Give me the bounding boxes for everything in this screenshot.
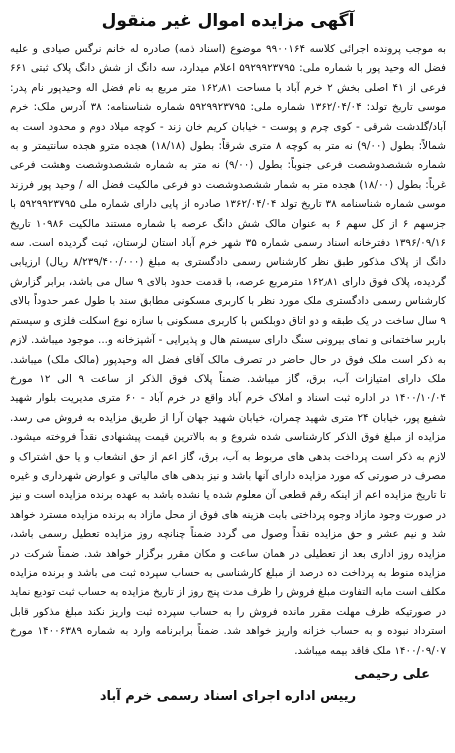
signer-office: رییس اداره اجرای اسناد رسمی خرم آباد [99,689,357,704]
notice-title: آگهی مزایده اموال غیر منقول [101,11,355,31]
signer-name: علی رحیمی [354,667,430,682]
notice-body: به موجب پرونده اجرائی کلاسه ۹۹۰۰۱۶۴ موضوع (اسناد ذمه) صادره له خانم نرگس صیادی و علیه فضل اله وحید پور با شماره ملی: ۵۹۲۹۹۲۳۷۹۵ اعلام میدارد، سه دانگ از شش دانگ پلاک ثبتی ۶۶۱ فرعی از ۴۱ اصلی بخش ۲ خرم آباد با مساحت ۱۶۲٫۸۱ متر مربع به نام فضل اله وحیدپور نام پدر: موسی تاریخ تولد: ۱۳۶۲/۰۴/۰۴ شماره ملی: ۵۹۲۹۹۲۳۷۹۵ شماره شناسنامه: ۳۸ آدرس ملک: خرم آباد/گلدشت شرقی - کوی چرم و پوست - خیابان کریم خان زند - کوچه میلاد دوم و محدود است به شمالاً: بطول (۹/۰۰) نه متر به کوچه ۸ متری شرقاً: بطول (۱۸/۱۸) هجده مترو هجده سانتیمتر و به شماره ششصدوشصت فرعی جنوباً: بطول (۹/۰۰) نه متر به شماره ششصدوشصت وهشت فرعی غرباً: بطول (۱۸/۰۰) هجده متر به شمار ششصدوشصت دو فرعی مالکیت فضل اله / وحید پور فرزند موسی شماره شناسنامه ۳۸ تاریخ تولد ۱۳۶۲/۰۴/۰۴ صادره از پایی دارای شماره ملی ۵۹۲۹۹۲۳۷۹۵ با جزسهم ۶ از کل سهم ۶ به عنوان مالک شش دانگ عرصه با شماره مستند مالکیت ۱۰۹۸۶ تاریخ ۱۳۹۶/۰۹/۱۶ دفترخانه اسناد رسمی شماره ۳۵ شهر خرم آباد استان لرستان، ثبت گردیده است. سه دانگ از پلاک مذکور طبق نظر کارشناس رسمی دادگستری به مبلغ (۸/۲۳۹/۴۰۰/۰۰۰ ریال) ارزیابی گردیده، پلاک فوق دارای ۱۶۲٫۸۱ مترمربع عرصه، با قدمت حدود بالای ۹ سال می باشد، برابر گزارش کارشناس رسمی دادگستری ملک مورد نظر با کاربری مسکونی مطابق سند با طول عمر حدوداً بالای ۹ سال ساخت در یک طبقه و دو اتاق دوبلکس با کاربری مسکونی با سازه نوع اسکلت فلزی و سیستم باربر ساختمانی و نمای بیرونی سنگ دارای سیستم هال و پذیرایی - آشپزخانه و... موجود میباشد. لازم به ذکر است ملک فوق در حال حاضر در تصرف مالک آقای فضل اله وحیدپور (مالک ملک) میباشد. ملک دارای امتیازات آب، برق، گاز میباشد. ضمناً پلاک فوق الذکر از ساعت ۹ الی ۱۲ مورخ ۱۴۰۰/۱۰/۰۴ در اداره ثبت اسناد و املاک خرم آباد واقع در خرم آباد - ۶۰ متری مدیریت بلوار شهید شفیع پور، خیابان ۲۴ متری شهید چمران، خیابان شهید جهان آرا از طریق مزایده به فروش می رسد. مزایده از مبلغ فوق الذکر کارشناسی شده شروع و به بالاترین قیمت پیشنهادی نقداً فروخته میشود. لازم به ذکر است پرداخت بدهی های مربوط به آب، برق، گاز اعم از حق انشعاب و یا حق اشتراک و مصرف در صورتی که مورد مزایده دارای آنها باشد و نیز بدهی های مالیاتی و عوارض شهرداری و غیره تا تاریخ مزایده اعم از اینکه رقم قطعی آن معلوم شده یا نشده باشد به عهده برنده مزایده است و نیز در صورت وجود مازاد وجوه پرداختی بابت هزینه های فوق از محل مازاد به برنده مزایده مسترد خواهد شد و نیم عشر و حق مزایده نقداً وصول می گردد ضمناً چنانچه روز مزایده تعطیل رسمی باشد، مزایده روز اداری بعد از تعطیلی در همان ساعت و مکان مقرر برگزار خواهد شد. ضمناً شرکت در مزایده منوط به پرداخت ده درصد از مبلغ کارشناسی به حساب سپرده ثبت می باشد و برنده مزایده مکلف است مابه التفاوت مبلغ فروش را ظرف مدت پنج روز از تاریخ مزایده به حساب ثبت تودیع نماید در صورتیکه ظرف مهلت مقرر مانده فروش را به حساب سپرده ثبت واریز نکند مبلغ مذکور قابل استرداد نبوده و به حساب خزانه واریز خواهد شد. ضمناً برابرنامه وارد به شماره ۱۴۰۰۶۳۸۹ مورخ ۱۴۰۰/۰۹/۰۷ ملک فاقد بیمه میباشد. [10,43,446,657]
auction-notice [10,2,446,747]
